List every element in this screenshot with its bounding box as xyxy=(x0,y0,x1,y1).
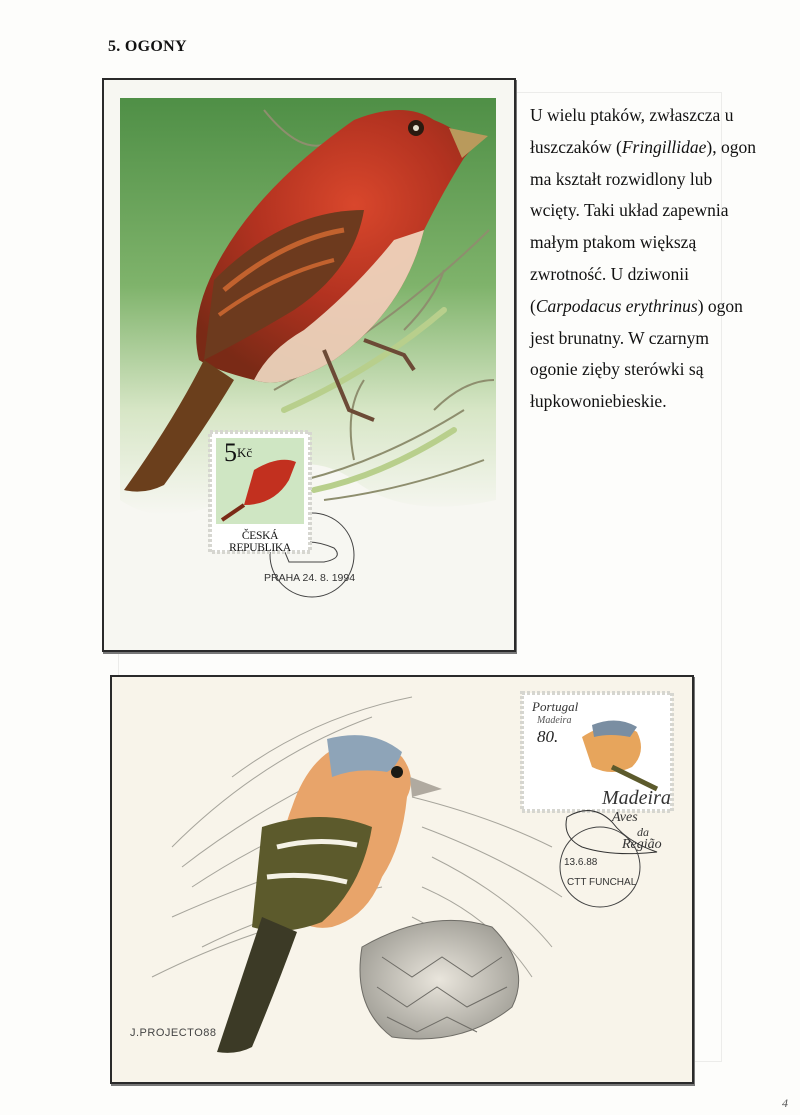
stamp-region: Madeira xyxy=(537,715,572,726)
stamp-country: ČESKÁ REPUBLIKA xyxy=(229,530,291,554)
latin-species: erythrinus xyxy=(625,295,698,316)
text-end: ) ogon jest brunatny. W czarnym ogonie zięby sterówki są łupkowoniebieskie. xyxy=(530,295,743,412)
stamp-value: 80. xyxy=(537,727,559,746)
cancel-regiao: Região xyxy=(622,837,662,852)
maxicard-chaffinch xyxy=(110,675,694,1084)
postmark-date: 13.6.88 xyxy=(564,857,598,868)
postmark-text: PRAHA 24. 8. 1994 xyxy=(264,572,356,584)
text-middle: ), ogon ma kształt rozwidlony lub wcięty. Taki układ zapewnia małym ptakom większą zwrotność. U dziwonii ( xyxy=(530,136,756,316)
cancel-aves: Aves xyxy=(612,810,638,825)
latin-genus: Carpodacus xyxy=(535,295,622,316)
text-intro: U wielu ptaków, zwłaszcza u łuszczaków ( xyxy=(530,105,734,157)
artist-signature: J.PROJECTO88 xyxy=(130,1027,217,1039)
maxicard-scarlet-rosefinch xyxy=(102,78,516,652)
stamp-country: Portugal xyxy=(532,699,579,714)
cancel-madeira: Madeira xyxy=(602,787,671,809)
rosefinch-illustration xyxy=(104,80,514,650)
page-number: 4 xyxy=(782,1096,788,1110)
stamp-value: $5^{Kč}$ xyxy=(224,438,253,467)
cancel-da: da xyxy=(637,825,649,839)
latin-family-name: Fringillidae xyxy=(621,136,707,157)
postmark-city: CTT FUNCHAL xyxy=(567,877,637,888)
description-paragraph xyxy=(530,100,760,418)
page-heading: 5. OGONY xyxy=(108,38,187,55)
